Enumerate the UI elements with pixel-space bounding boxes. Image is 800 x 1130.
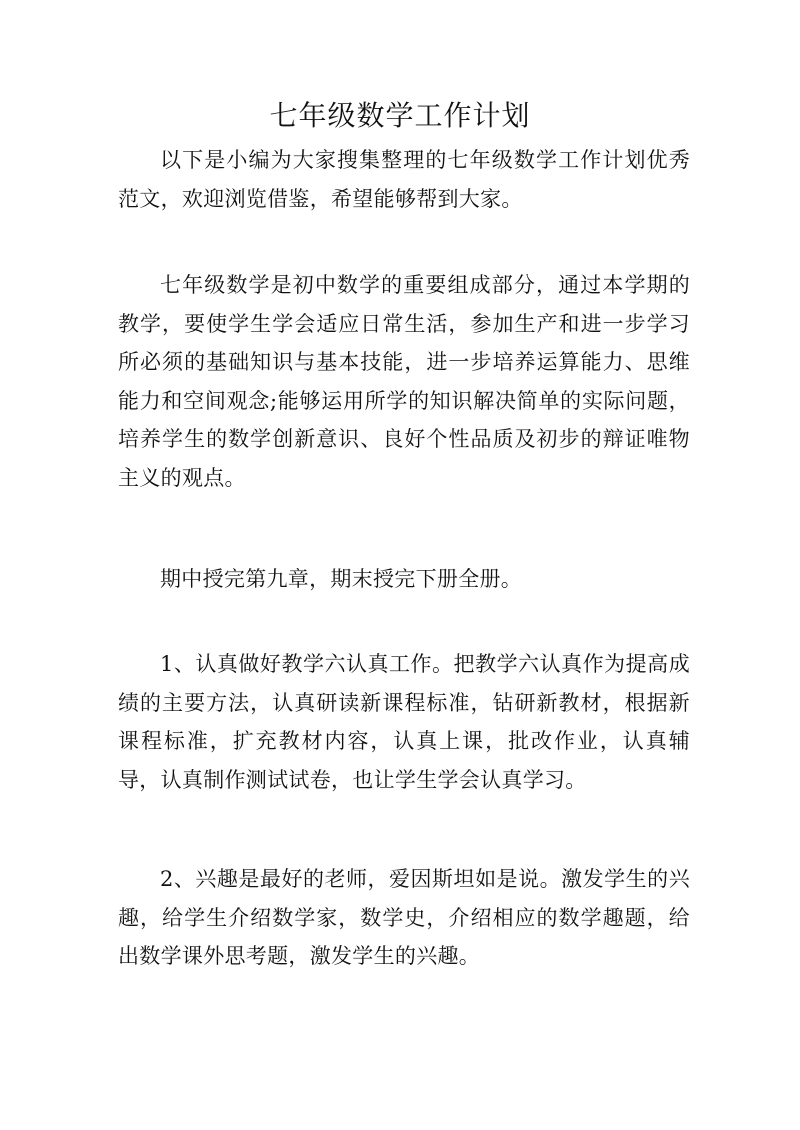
paragraph-schedule: 期中授完第九章，期末授完下册全册。: [160, 567, 523, 591]
intro-paragraph: 以下是小编为大家搜集整理的七年级数学工作计划优秀范文，欢迎浏览借鉴，希望能够帮到大家。: [118, 148, 690, 211]
paragraph-goals: 七年级数学是初中数学的重要组成部分，通过本学期的教学，要使学生学会适应日常生活，参加生产和进一步学习所必须的基础知识与基本技能，进一步培养运算能力、思维能力和空间观念;能够运用所学的知识解决简单的实际问题，培养学生的数学创新意识、良好个性品质及初步的辩证唯物主义的观点。: [118, 273, 690, 490]
paragraph-item-2: 2、兴趣是最好的老师，爱因斯坦如是说。激发学生的兴趣，给学生介绍数学家，数学史，介绍相应的数学趣题，给出数学课外思考题，激发学生的兴趣。: [118, 867, 690, 968]
document-title: 七年级数学工作计划: [269, 99, 531, 132]
paragraph-item-1: 1、认真做好教学六认真工作。把教学六认真作为提高成绩的主要方法，认真研读新课程标准，钻研新教材，根据新课程标准，扩充教材内容，认真上课，批改作业，认真辅导，认真制作测试试卷，也让学生学会认真学习。: [118, 652, 690, 792]
